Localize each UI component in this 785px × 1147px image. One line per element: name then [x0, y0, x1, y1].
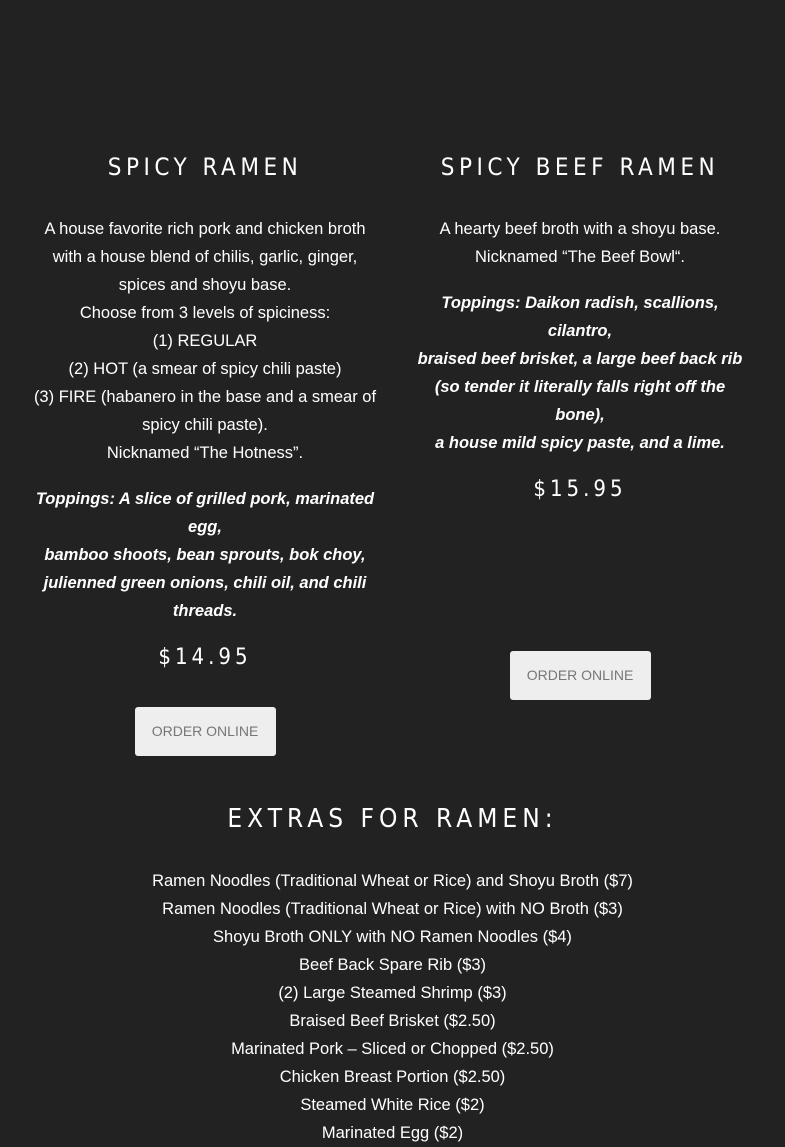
description-line: A house favorite rich pork and chicken broth — [44, 220, 366, 238]
toppings-line: egg, — [188, 518, 222, 536]
item-title: SPICY BEEF RAMEN — [440, 153, 720, 181]
item-title: SPICY RAMEN — [107, 153, 303, 181]
extras-item: (2) Large Steamed Shrimp ($3) — [278, 984, 507, 1002]
item-toppings — [405, 289, 755, 457]
item-description — [405, 215, 755, 271]
item-price: $14.95 — [158, 645, 252, 670]
description-line: spicy chili paste). — [142, 416, 268, 434]
extras-item: Marinated Pork – Sliced or Chopped ($2.50) — [231, 1040, 554, 1058]
description-line: Nicknamed “The Beef Bowl“. — [475, 248, 685, 266]
description-line: (2) HOT (a smear of spicy chili paste) — [68, 360, 342, 378]
toppings-line: Toppings: Daikon radish, scallions, — [441, 294, 719, 312]
menu-item-spicy-beef-ramen — [405, 150, 755, 700]
extras-item: Beef Back Spare Rib ($3) — [298, 956, 487, 974]
toppings-line: Toppings: A slice of grilled pork, marinated — [35, 490, 375, 508]
toppings-line: (so tender it literally falls right off the — [434, 378, 726, 396]
toppings-line: julienned green onions, chili oil, and chili — [43, 574, 367, 592]
item-toppings — [30, 485, 380, 625]
order-online-button-spicy-beef-ramen[interactable]: ORDER ONLINE — [510, 651, 651, 700]
description-line: Nicknamed “The Hotness”. — [106, 444, 304, 462]
item-price: $15.95 — [533, 477, 627, 502]
extras-item: Steamed White Rice ($2) — [300, 1096, 485, 1114]
extras-title: EXTRAS FOR RAMEN: — [227, 804, 558, 834]
toppings-line: bone), — [555, 406, 605, 424]
extras-item: Shoyu Broth ONLY with NO Ramen Noodles ($4) — [213, 928, 572, 946]
toppings-line: a house mild spicy paste, and a lime. — [435, 434, 725, 452]
extras-list — [0, 867, 785, 1147]
extras-item: Ramen Noodles (Traditional Wheat or Rice) with NO Broth ($3) — [162, 900, 623, 918]
order-online-button-spicy-ramen[interactable]: ORDER ONLINE — [135, 707, 276, 756]
description-line: Choose from 3 levels of spiciness: — [79, 304, 331, 322]
toppings-line: cilantro, — [547, 322, 613, 340]
description-line: (3) FIRE (habanero in the base and a smear of — [33, 388, 377, 406]
toppings-line: braised beef brisket, a large beef back rib — [417, 350, 743, 368]
extras-item: Marinated Egg ($2) — [321, 1124, 464, 1142]
toppings-line: threads. — [172, 602, 238, 620]
extras-item: Chicken Breast Portion ($2.50) — [279, 1068, 506, 1086]
toppings-line: bamboo shoots, bean sprouts, bok choy, — [44, 546, 366, 564]
extras-section — [0, 802, 785, 1147]
item-description — [30, 215, 380, 467]
description-line: spices and shoyu base. — [118, 276, 292, 294]
description-line: with a house blend of chilis, garlic, ginger, — [52, 248, 358, 266]
extras-item: Braised Beef Brisket ($2.50) — [289, 1012, 496, 1030]
menu-item-spicy-ramen — [30, 150, 380, 756]
description-line: (1) REGULAR — [152, 332, 258, 350]
extras-item: Ramen Noodles (Traditional Wheat or Rice) and Shoyu Broth ($7) — [152, 872, 633, 890]
description-line: A hearty beef broth with a shoyu base. — [439, 220, 721, 238]
